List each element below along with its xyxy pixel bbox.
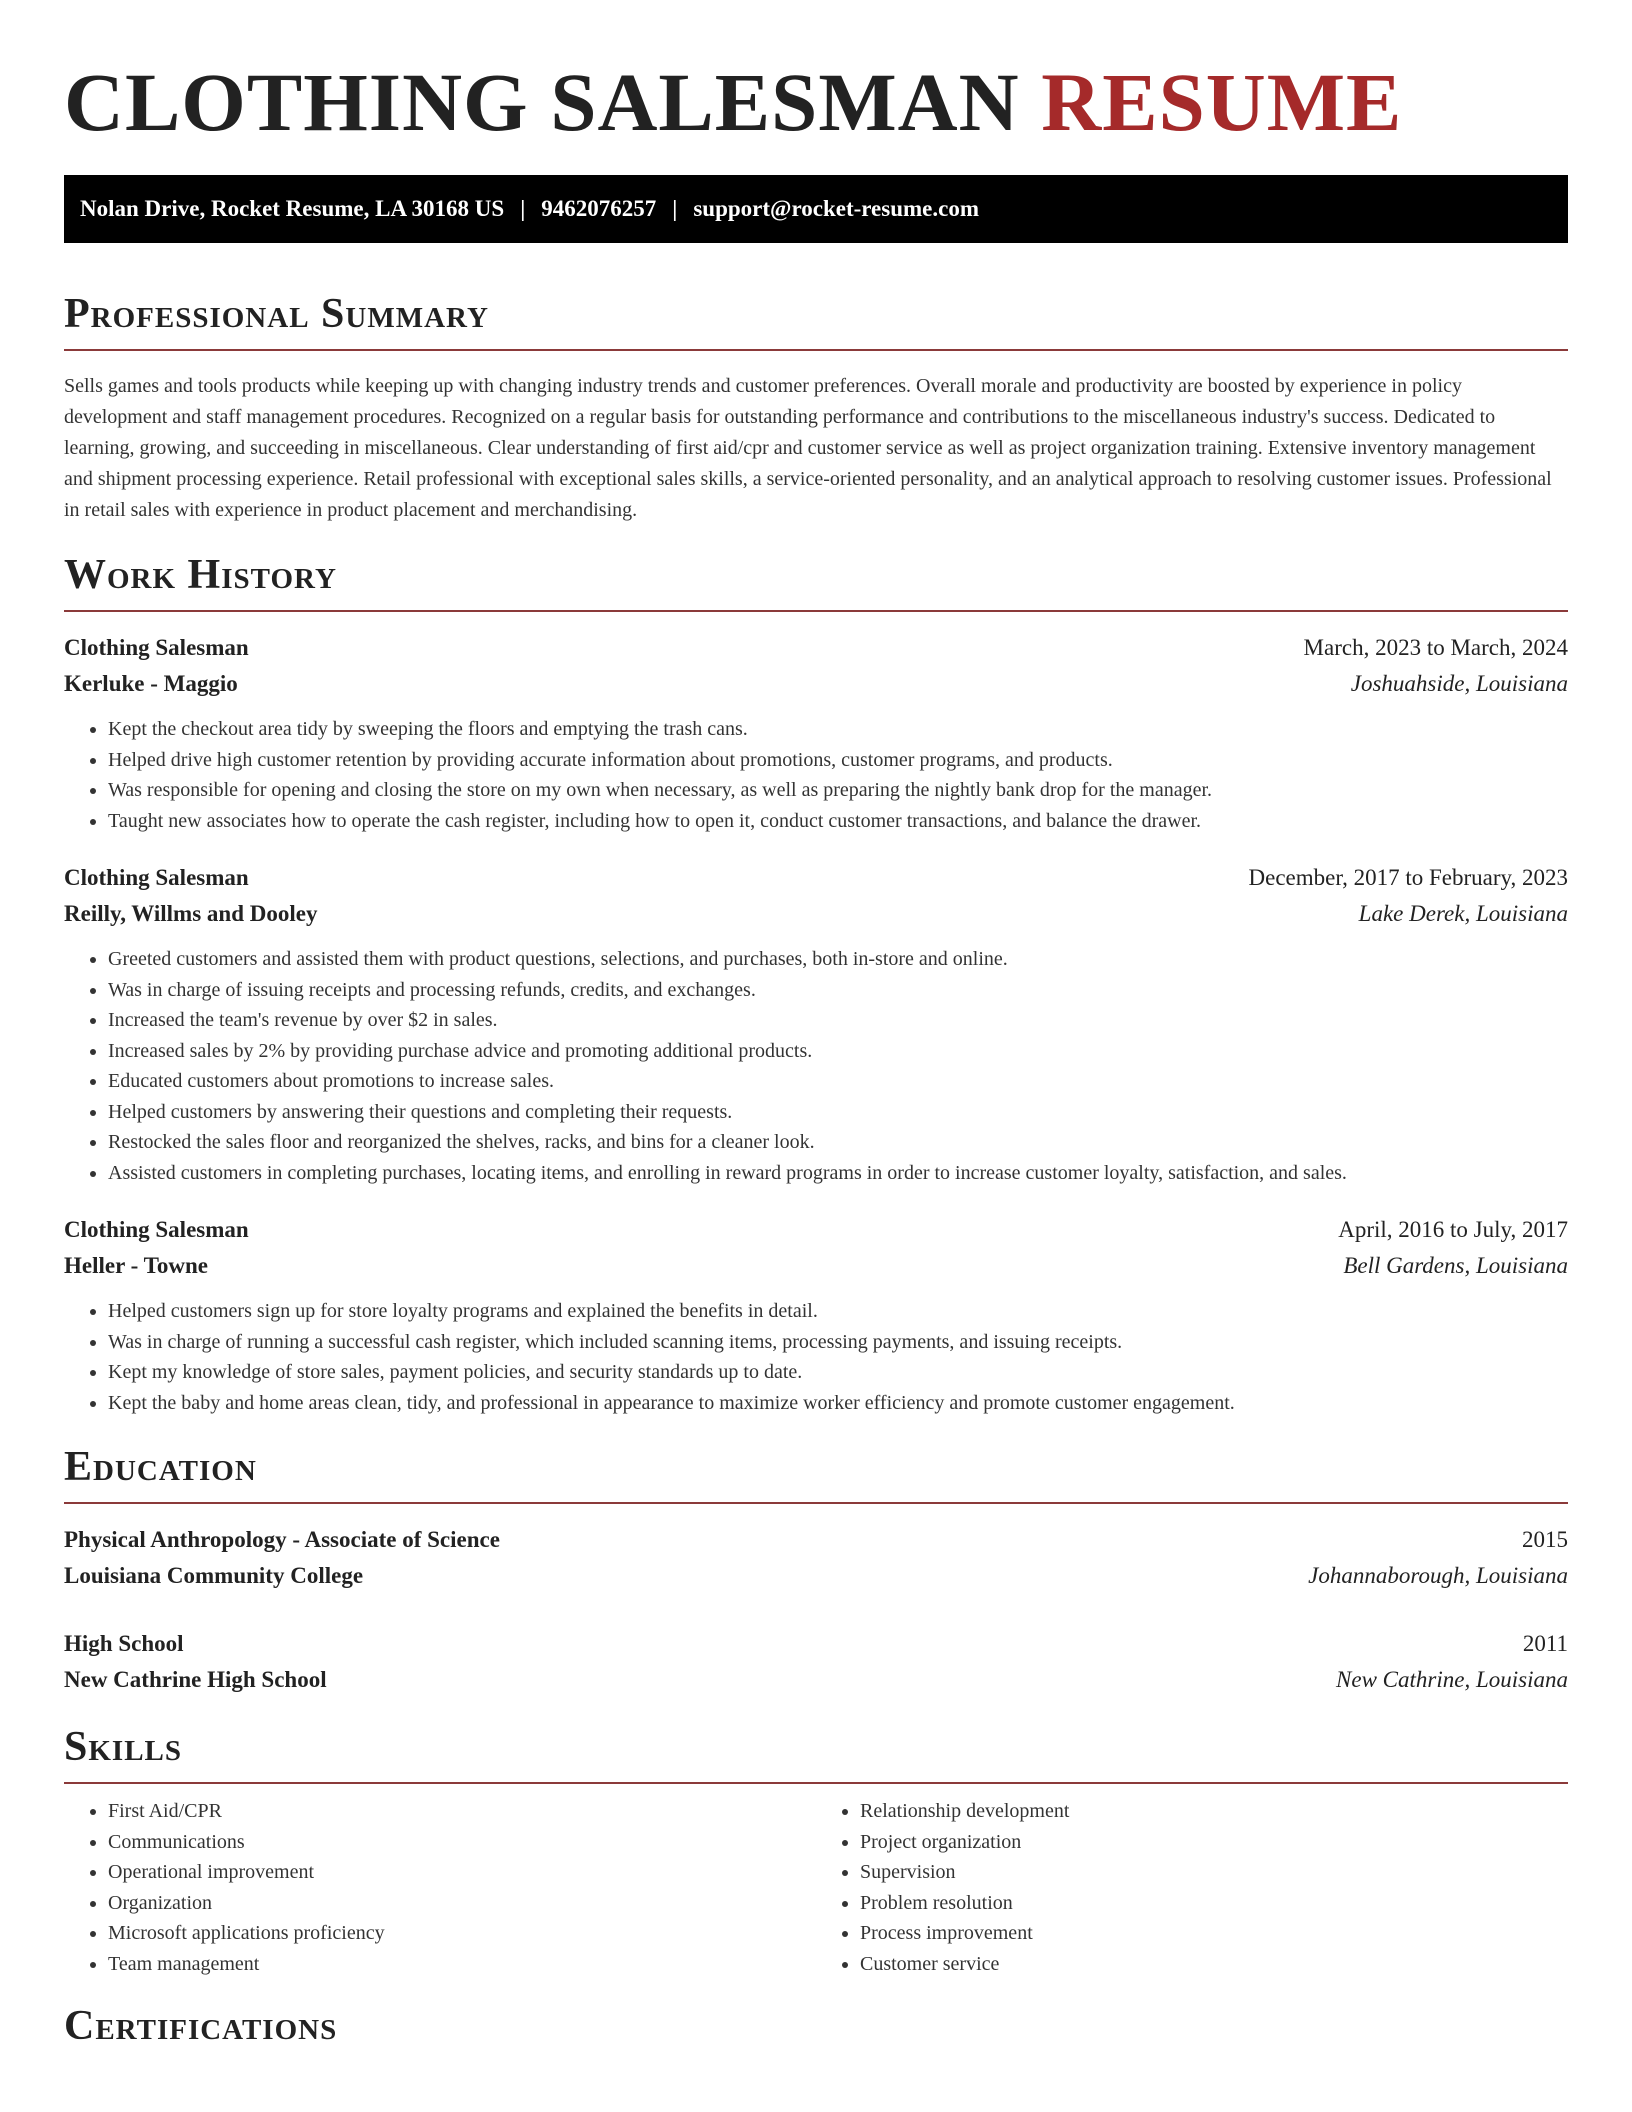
list-item: • Operational improvement xyxy=(108,1857,816,1888)
page-title xyxy=(64,52,1568,152)
education-school: New Cathrine High School xyxy=(64,1667,327,1692)
list-item: • Restocked the sales floor and reorganized the shelves, racks, and bins for a cleaner look. xyxy=(108,1127,1568,1158)
education-year: 2011 xyxy=(1522,1631,1568,1656)
education-school-row xyxy=(64,1558,1568,1594)
certifications-heading: Certifications xyxy=(64,2003,338,2049)
contact-phone: 9462076257 xyxy=(541,196,657,221)
job-location: Joshuahside, Louisiana xyxy=(1350,671,1568,696)
list-item: • Problem resolution xyxy=(860,1888,1568,1919)
job-header-row xyxy=(64,1212,1568,1248)
list-item: • Helped customers sign up for store loyalty programs and explained the benefits in detail. xyxy=(108,1296,1568,1327)
job-title: Clothing Salesman xyxy=(64,635,249,660)
education-year: 2015 xyxy=(1522,1527,1568,1552)
work-history-section xyxy=(64,550,1568,1418)
summary-heading: Professional Summary xyxy=(64,289,1568,351)
list-item: • Increased sales by 2% by providing purchase advice and promoting additional products. xyxy=(108,1036,1568,1067)
job-bullets xyxy=(64,1296,1568,1418)
job-dates: April, 2016 to July, 2017 xyxy=(1338,1217,1568,1242)
skills-columns xyxy=(64,1796,1568,1979)
list-item: • Kept the baby and home areas clean, tidy, and professional in appearance to maximize worker efficiency and promote customer engagement. xyxy=(108,1388,1568,1419)
education-entry xyxy=(64,1626,1568,1698)
title-main: CLOTHING SALESMAN xyxy=(64,56,1020,148)
contact-bar xyxy=(64,175,1568,243)
list-item: • Was responsible for opening and closing the store on my own when necessary, as well as preparing the nightly bank drop for the manager. xyxy=(108,775,1568,806)
list-item: • Helped drive high customer retention by providing accurate information about promotions, customer programs, and products. xyxy=(108,745,1568,776)
job-entry xyxy=(64,630,1568,836)
list-item: • Was in charge of issuing receipts and processing refunds, credits, and exchanges. xyxy=(108,975,1568,1006)
job-company: Reilly, Willms and Dooley xyxy=(64,901,318,926)
contact-address: Nolan Drive, Rocket Resume, LA 30168 US xyxy=(80,196,505,221)
job-header-row xyxy=(64,630,1568,666)
list-item: • Assisted customers in completing purchases, locating items, and enrolling in reward programs in order to increase customer loyalty, satisfaction, and sales. xyxy=(108,1158,1568,1189)
education-degree: Physical Anthropology - Associate of Science xyxy=(64,1527,500,1552)
list-item: • Educated customers about promotions to increase sales. xyxy=(108,1066,1568,1097)
job-company: Kerluke - Maggio xyxy=(64,671,238,696)
list-item: • Communications xyxy=(108,1827,816,1858)
summary-text: Sells games and tools products while keeping up with changing industry trends and customer preferences. Overall morale and productivity are boosted by experience in policy development and staff management procedures. Recognized on a regular basis for outstanding performance and contributions to the miscellaneous industry's success. Dedicated to learning, growing, and succeeding in miscellaneous. Clear understanding of first aid/cpr and customer service as well as project organization training. Extensive inventory management and shipment processing experience. Retail professional with exceptional sales skills, a service-oriented personality, and an analytical approach to resolving customer issues. Professional in retail sales with experience in product placement and merchandising. xyxy=(64,375,1552,521)
list-item: • Taught new associates how to operate the cash register, including how to open it, conduct customer transactions, and balance the drawer. xyxy=(108,806,1568,837)
certifications-section xyxy=(64,2001,1568,2061)
job-bullets xyxy=(64,944,1568,1188)
list-item: • Microsoft applications proficiency xyxy=(108,1918,816,1949)
contact-separator: | xyxy=(672,196,678,221)
job-header-row xyxy=(64,860,1568,896)
education-location: New Cathrine, Louisiana xyxy=(1336,1667,1568,1692)
job-location: Lake Derek, Louisiana xyxy=(1358,901,1568,926)
list-item: • Kept the checkout area tidy by sweeping the floors and emptying the trash cans. xyxy=(108,714,1568,745)
list-item: • Kept my knowledge of store sales, payment policies, and security standards up to date. xyxy=(108,1357,1568,1388)
job-dates: December, 2017 to February, 2023 xyxy=(1248,865,1568,890)
education-degree-row xyxy=(64,1626,1568,1662)
education-entry xyxy=(64,1522,1568,1594)
job-company: Heller - Towne xyxy=(64,1253,208,1278)
job-company-row xyxy=(64,666,1568,702)
job-title: Clothing Salesman xyxy=(64,1217,249,1242)
education-heading: Education xyxy=(64,1442,1568,1504)
contact-email: support@rocket-resume.com xyxy=(693,196,979,221)
list-item: • Project organization xyxy=(860,1827,1568,1858)
job-entry xyxy=(64,860,1568,1188)
job-dates: March, 2023 to March, 2024 xyxy=(1303,635,1568,660)
job-title: Clothing Salesman xyxy=(64,865,249,890)
list-item: • Process improvement xyxy=(860,1918,1568,1949)
education-school: Louisiana Community College xyxy=(64,1563,364,1588)
list-item: • First Aid/CPR xyxy=(108,1796,816,1827)
summary-section xyxy=(64,289,1568,526)
list-item: • Increased the team's revenue by over $2 in sales. xyxy=(108,1005,1568,1036)
job-company-row xyxy=(64,1248,1568,1284)
education-degree-row xyxy=(64,1522,1568,1558)
skills-list-right xyxy=(816,1796,1568,1979)
education-location: Johannaborough, Louisiana xyxy=(1308,1563,1568,1588)
list-item: • Supervision xyxy=(860,1857,1568,1888)
job-entry xyxy=(64,1212,1568,1418)
education-section xyxy=(64,1442,1568,1698)
list-item: • Customer service xyxy=(860,1949,1568,1980)
skills-section xyxy=(64,1722,1568,1979)
skills-list-left xyxy=(64,1796,816,1979)
contact-separator: | xyxy=(520,196,526,221)
list-item: • Greeted customers and assisted them with product questions, selections, and purchases, both in-store and online. xyxy=(108,944,1568,975)
list-item: • Helped customers by answering their questions and completing their requests. xyxy=(108,1097,1568,1128)
education-degree: High School xyxy=(64,1631,184,1656)
skills-heading: Skills xyxy=(64,1722,1568,1784)
job-company-row xyxy=(64,896,1568,932)
list-item: • Was in charge of running a successful cash register, which included scanning items, processing payments, and issuing receipts. xyxy=(108,1327,1568,1358)
job-bullets xyxy=(64,714,1568,836)
title-accent: RESUME xyxy=(1041,56,1403,148)
work-history-heading: Work History xyxy=(64,550,1568,612)
list-item: • Organization xyxy=(108,1888,816,1919)
education-school-row xyxy=(64,1662,1568,1698)
list-item: • Team management xyxy=(108,1949,816,1980)
list-item: • Relationship development xyxy=(860,1796,1568,1827)
job-location: Bell Gardens, Louisiana xyxy=(1343,1253,1568,1278)
